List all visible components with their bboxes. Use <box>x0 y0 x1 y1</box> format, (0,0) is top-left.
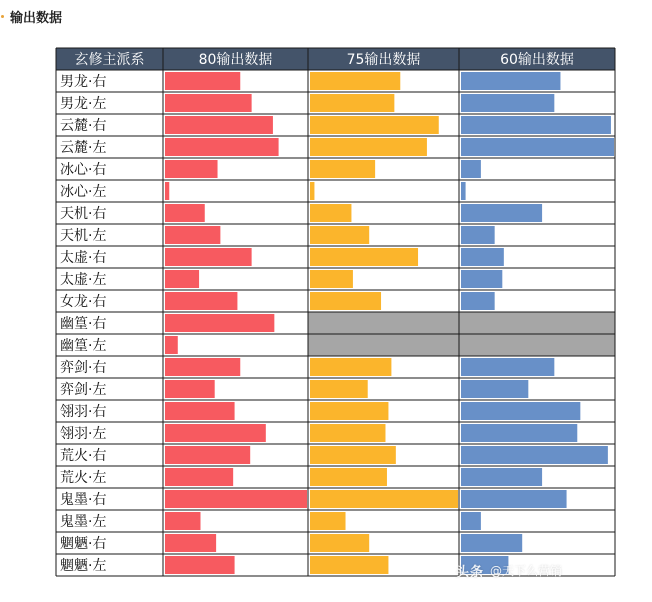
row-label: 魍魉·左 <box>60 558 107 574</box>
watermark <box>456 559 562 581</box>
bar-75 <box>310 292 381 310</box>
bar-60 <box>461 534 522 552</box>
bar-60 <box>461 160 481 178</box>
bar-80 <box>165 314 274 332</box>
watermark-text: @天下么营销 <box>490 563 563 578</box>
bar-80 <box>165 446 250 464</box>
bar-80 <box>165 490 307 508</box>
bar-60 <box>461 72 560 90</box>
bar-75 <box>310 358 391 376</box>
bar-80 <box>165 402 235 420</box>
bar-60 <box>461 182 466 200</box>
bar-60 <box>461 380 528 398</box>
row-label: 云麓·左 <box>60 140 107 156</box>
column-header-1: 80输出数据 <box>198 52 273 68</box>
bar-75 <box>310 270 353 288</box>
row-label: 鬼墨·左 <box>60 514 107 530</box>
bar-75 <box>310 116 439 134</box>
row-label: 天机·左 <box>60 228 107 244</box>
bar-60 <box>461 138 614 156</box>
bar-80 <box>165 72 240 90</box>
bar-60 <box>461 94 554 112</box>
row-label: 冰心·左 <box>60 184 107 200</box>
row-label: 男龙·左 <box>60 96 107 112</box>
bar-75 <box>310 402 388 420</box>
bar-80 <box>165 116 273 134</box>
row-label: 魍魉·右 <box>60 536 107 552</box>
row-label: 男龙·右 <box>60 74 107 90</box>
bar-80 <box>165 94 252 112</box>
bar-80 <box>165 292 237 310</box>
bar-80 <box>165 336 178 354</box>
bar-75 <box>310 490 458 508</box>
bar-60 <box>461 248 504 266</box>
column-header-2: 75输出数据 <box>346 52 421 68</box>
bar-80 <box>165 424 266 442</box>
bar-75 <box>310 248 418 266</box>
bar-60 <box>461 512 481 530</box>
bar-80 <box>165 534 216 552</box>
bar-60 <box>461 226 495 244</box>
row-label: 翎羽·右 <box>60 404 107 420</box>
bar-60 <box>461 292 495 310</box>
bar-75 <box>310 182 314 200</box>
bar-60 <box>461 270 502 288</box>
bar-80 <box>165 556 235 574</box>
row-label: 女龙·右 <box>60 294 107 310</box>
bar-75 <box>310 160 375 178</box>
bar-60 <box>461 490 567 508</box>
bar-75 <box>310 424 385 442</box>
section-title: 输出数据 <box>10 10 63 26</box>
bar-75 <box>310 534 369 552</box>
row-label: 冰心·右 <box>60 162 107 178</box>
row-label: 太虚·右 <box>60 250 107 266</box>
column-header-3: 60输出数据 <box>500 52 574 68</box>
bar-75 <box>310 512 346 530</box>
row-label: 弈剑·左 <box>60 382 107 398</box>
bar-80 <box>165 204 205 222</box>
empty-cell-75 <box>308 334 459 356</box>
bar-80 <box>165 380 215 398</box>
row-label: 幽篁·右 <box>60 316 107 332</box>
row-label: 云麓·右 <box>60 118 107 134</box>
row-label: 鬼墨·右 <box>60 492 107 508</box>
row-label: 天机·右 <box>60 206 107 222</box>
bar-80 <box>165 182 169 200</box>
row-label: 太虚·左 <box>60 272 107 288</box>
bar-80 <box>165 468 233 486</box>
empty-cell-60 <box>459 334 615 356</box>
watermark-logo: 头条 <box>456 564 485 580</box>
bar-80 <box>165 226 220 244</box>
bar-75 <box>310 468 387 486</box>
bar-60 <box>461 468 542 486</box>
row-label: 荒火·左 <box>60 470 107 486</box>
row-label: 弈剑·右 <box>60 360 107 376</box>
bar-80 <box>165 138 279 156</box>
bar-75 <box>310 94 394 112</box>
bar-75 <box>310 72 400 90</box>
bar-75 <box>310 380 368 398</box>
bar-75 <box>310 556 388 574</box>
column-header-0: 玄修主派系 <box>74 52 145 68</box>
bar-60 <box>461 204 542 222</box>
bar-60 <box>461 424 577 442</box>
bar-60 <box>461 402 580 420</box>
bar-75 <box>310 226 369 244</box>
bar-75 <box>310 446 396 464</box>
bar-80 <box>165 160 218 178</box>
bar-80 <box>165 248 252 266</box>
bar-75 <box>310 138 427 156</box>
empty-cell-60 <box>459 312 615 334</box>
bar-80 <box>165 270 199 288</box>
row-label: 幽篁·左 <box>60 338 107 354</box>
bar-75 <box>310 204 351 222</box>
bar-60 <box>461 358 554 376</box>
bar-60 <box>461 116 611 134</box>
row-label: 荒火·右 <box>60 448 107 464</box>
bar-80 <box>165 512 201 530</box>
empty-cell-75 <box>308 312 459 334</box>
row-label: 翎羽·左 <box>60 426 107 442</box>
bar-80 <box>165 358 240 376</box>
bar-60 <box>461 446 608 464</box>
